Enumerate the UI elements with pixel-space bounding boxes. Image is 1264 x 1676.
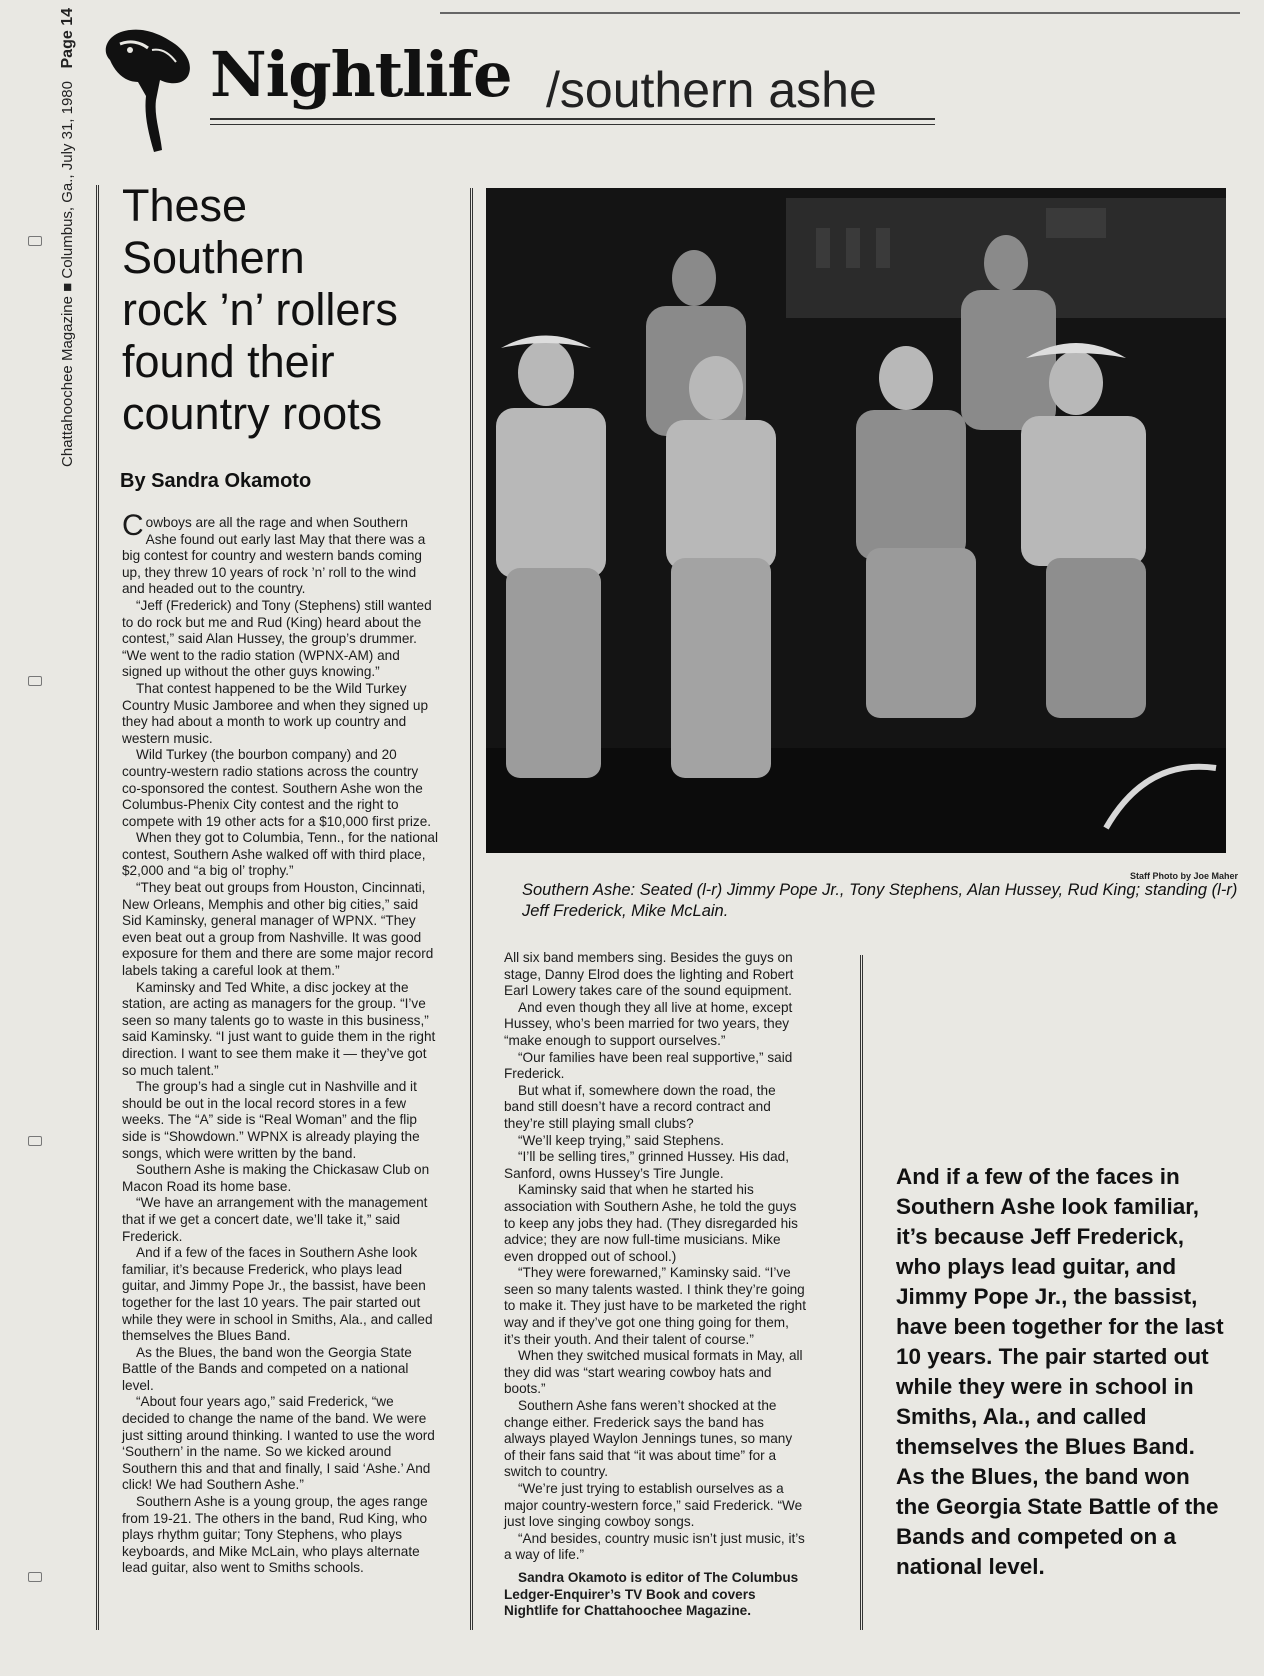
paragraph: That contest happened to be the Wild Turkey Country Music Jamboree and when they signed up they had about a month to work up country and western music.	[122, 680, 429, 746]
article-column-2	[504, 950, 806, 1620]
turkey-logo-icon	[90, 20, 200, 155]
section-subtitle: /southern ashe	[546, 62, 877, 118]
byline: By Sandra Okamoto	[120, 470, 312, 492]
paragraph: When they got to Columbia, Tenn., for the national contest, Southern Ashe walked off with third place, $2,000 and “a big ol’ trophy.”	[122, 830, 439, 879]
section-title: Nightlife	[210, 38, 512, 111]
paragraph	[122, 509, 440, 598]
lead-text: owboys are all the rage and when Southern Ashe found out early last May that there was a big contest for country and western bands coming up, they threw 10 years of rock ’n’ roll to the wind and headed out to the country.	[122, 515, 426, 597]
paragraph: As the Blues, the band won the Georgia State Battle of the Bands and competed on a national level.	[122, 1344, 412, 1393]
top-rule	[440, 12, 1240, 14]
author-bio: Sandra Okamoto is editor of The Columbus Ledger-Enquirer’s TV Book and covers Nightlife for Chattahoochee Magazine.	[504, 1569, 799, 1619]
photo-credit: Staff Photo by Joe Maher	[1130, 871, 1239, 881]
paragraph: “About four years ago,” said Frederick, “we decided to change the name of the band. We were just sitting around thinking. I wanted to use the word ‘Southern’ in the name. So we kicked around Southern this and that and finally, I said ‘Ashe.’ And click! We had Southern Ashe.”	[122, 1394, 435, 1493]
paragraph: All six band members sing. Besides the guys on stage, Danny Elrod does the lighting and Robert Earl Lowery takes care of the sound equipment.	[504, 950, 794, 999]
binding-hole	[28, 236, 42, 246]
page-number: Page 14	[59, 8, 76, 69]
paragraph: Southern Ashe is making the Chickasaw Club on Macon Road its home base.	[122, 1162, 430, 1194]
column-rule	[470, 188, 477, 1630]
paragraph: “I’ll be selling tires,” grinned Hussey. His dad, Sanford, owns Hussey’s Tire Jungle.	[504, 1149, 789, 1181]
paragraph: Kaminsky said that when he started his association with Southern Ashe, he told the guys to keep any jobs they had. (They disregarded his advice; they are now full-time musicians. Mike even dropped out of school.)	[504, 1182, 798, 1264]
paragraph: “And besides, country music isn’t just music, it’s a way of life.”	[504, 1530, 805, 1563]
header-rule	[210, 124, 935, 125]
pull-quote: And if a few of the faces in Southern Ashe look familiar, it’s because Jeff Frederick, who plays lead guitar, and Jimmy Pope Jr., the bassist, have been together for the last 10 years. The pair started out while they were in school in Smiths, Ala., and called themselves the Blues Band. As the Blues, the band won the Georgia State Battle of the Bands and competed on a national level.	[896, 1164, 1224, 1579]
title-line: country roots	[122, 388, 383, 439]
paragraph: “They beat out groups from Houston, Cincinnati, New Orleans, Memphis and other big cities,” said Sid Kaminsky, general manager of WPNX. “They even beat out a group from Nashville. It was good exposure for them and there are some major record labels taking a careful look at them.”	[122, 880, 434, 979]
paragraph: Wild Turkey (the bourbon company) and 20 country-western radio stations across the country co-sponsored the contest. Southern Ashe won the Columbus-Phenix City contest and the right to compete with 19 other acts for a $10,000 first prize.	[122, 747, 432, 829]
binding-hole	[28, 1136, 42, 1146]
paragraph: When they switched musical formats in May, all they did was “start wearing cowboy hats and boots.”	[504, 1348, 803, 1397]
paragraph: Kaminsky and Ted White, a disc jockey at the station, are acting as managers for the group. “I’ve seen so many talents go to waste in this business,” said Kaminsky. “I just want to guide them in the right direction. I want to see them make it — they’ve got so much talent.”	[122, 979, 436, 1078]
title-line: Southern	[122, 232, 305, 283]
article-column-1	[122, 509, 440, 1577]
paragraph: And if a few of the faces in Southern Ashe look familiar, it’s because Frederick, who plays lead guitar, and Jimmy Pope Jr., the bassist, have been together for the last 10 years. The pair started out while they were in school in Smiths, Ala., and called themselves the Blues Band.	[122, 1245, 433, 1344]
article-title	[122, 180, 462, 440]
spine	[52, 8, 84, 528]
binding-hole	[28, 1572, 42, 1582]
band-photo-image	[486, 188, 1226, 853]
paragraph: “Jeff (Frederick) and Tony (Stephens) still wanted to do rock but me and Rud (King) heard about the contest,” said Alan Hussey, the group’s drummer. “We went to the radio station (WPNX-AM) and signed up without the other guys knowing.”	[122, 597, 432, 680]
drop-cap: C	[122, 509, 144, 542]
paragraph: The group’s had a single cut in Nashville and it should be out in the local record stores in a few weeks. The “A” side is “Real Woman” and the flip side is “Showdown.” WPNX is already playing the songs, which were written by the band.	[122, 1079, 420, 1161]
paragraph: “We’ll keep trying,” said Stephens.	[518, 1132, 725, 1148]
spine-publication: Chattahoochee Magazine ■ Columbus, Ga., July 31, 1980	[59, 81, 76, 467]
paragraph: Southern Ashe is a young group, the ages range from 19-21. The others in the band, Rud King, who plays rhythm guitar; Tony Stephens, who plays keyboards, and Mike McLain, who plays alternate lead guitar, also went to Smiths schools.	[122, 1494, 428, 1576]
binding-hole	[28, 676, 42, 686]
band-photo	[486, 188, 1226, 853]
paragraph: But what if, somewhere down the road, the band still doesn’t have a record contract and they’re still playing small clubs?	[504, 1082, 776, 1131]
title-line: These	[122, 180, 248, 231]
title-line: found their	[122, 336, 335, 387]
photo-caption: Southern Ashe: Seated (l-r) Jimmy Pope Jr., Tony Stephens, Alan Hussey, Rud King; standing (l-r) Jeff Frederick, Mike McLain.	[522, 881, 1238, 920]
title-line: rock ’n’ rollers	[122, 284, 398, 335]
paragraph: “Our families have been real supportive,” said Frederick.	[504, 1049, 793, 1082]
paragraph: “They were forewarned,” Kaminsky said. “I’ve seen so many talents wasted. I think they’re going to make it. They just have to be marketed the right way and if they’ve got one thing going for them, it’s their youth. And their talent of course.”	[504, 1265, 806, 1347]
paragraph: Southern Ashe fans weren’t shocked at the change either. Frederick says the band has always played Waylon Jennings tunes, so many of their fans said that “it was about time” for a switch to country.	[504, 1398, 793, 1480]
paragraph: “We have an arrangement with the management that if we get a concert date, we’ll take it,” said Frederick.	[122, 1195, 428, 1244]
header-rule	[210, 118, 935, 120]
paragraph: “We’re just trying to establish ourselves as a major country-western force,” said Frederick. “We just love singing cowboy songs.	[504, 1481, 803, 1530]
column-rule	[860, 955, 867, 1630]
column-rule	[96, 185, 103, 1630]
paragraph: And even though they all live at home, except Hussey, who’s been married for two years, they “make enough to support ourselves.”	[504, 999, 793, 1048]
